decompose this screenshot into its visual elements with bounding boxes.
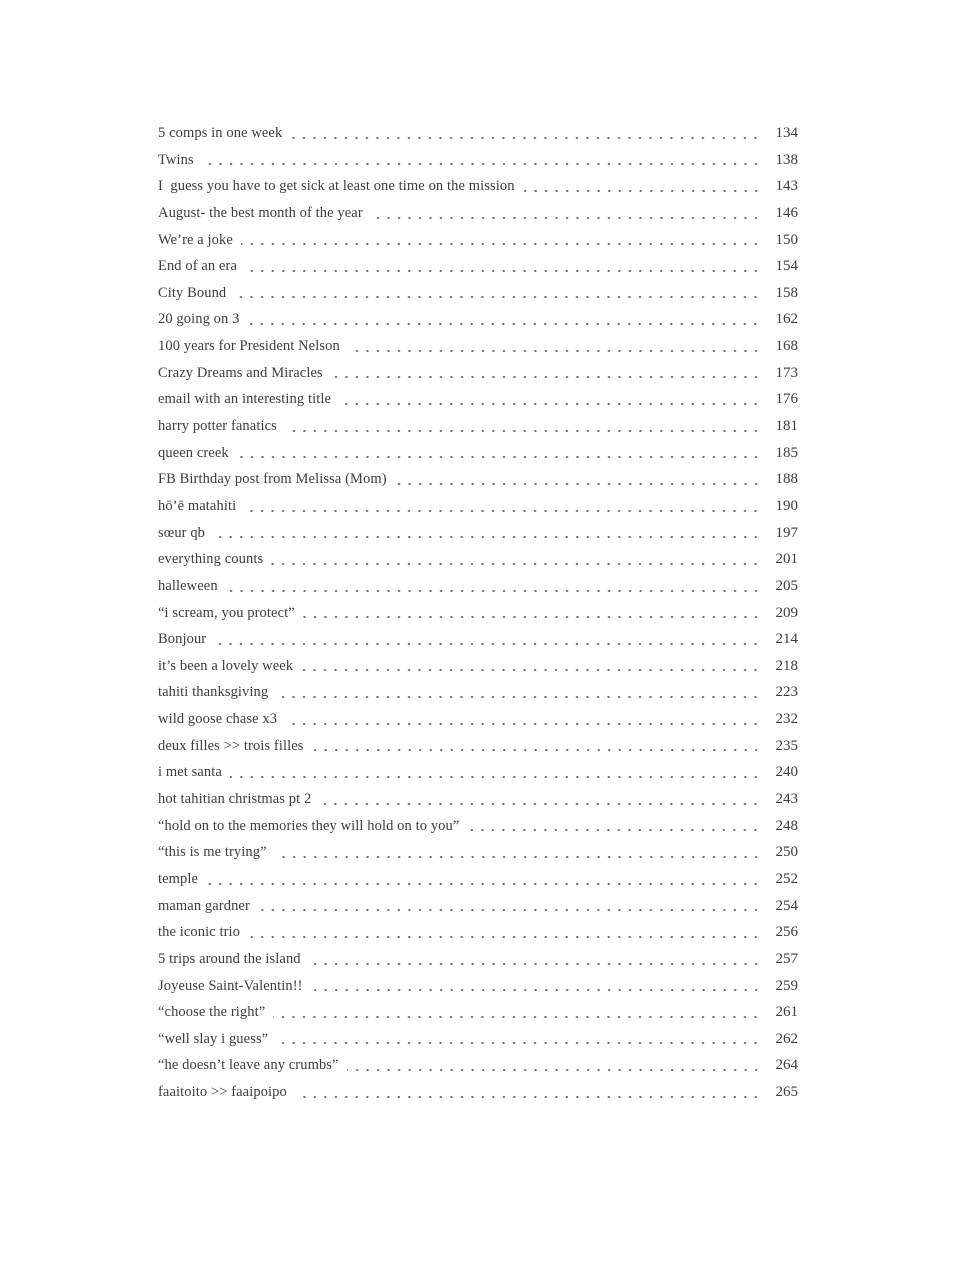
dot-leader [247, 306, 761, 333]
toc-entry-page: 262 [775, 1030, 798, 1047]
dot-leader [523, 173, 761, 200]
toc-entry [158, 466, 798, 493]
toc-entry-page: 257 [775, 950, 798, 967]
toc-entry-title: hō’ē matahiti [158, 497, 237, 514]
toc-entry [158, 573, 798, 600]
dot-leader [248, 919, 761, 946]
toc-entry [158, 866, 798, 893]
toc-entry-title: i met santa [158, 764, 222, 781]
toc-entry-title: “this is me trying” [158, 844, 267, 861]
toc-entry-page: 243 [775, 791, 798, 808]
toc-entry-title: hot tahitian christmas pt 2 [158, 791, 312, 808]
toc-entry-title: Bonjour [158, 631, 207, 648]
toc-entry-title: wild goose chase x3 [158, 711, 278, 728]
toc-entry [158, 653, 798, 680]
toc-entry-title: faaitoito >> faaipoipo [158, 1084, 287, 1101]
toc-entry-title: “he doesn’t leave any crumbs” [158, 1057, 339, 1074]
toc-entry-page: 223 [775, 684, 798, 701]
toc-entry [158, 306, 798, 333]
toc-entry-page: 162 [775, 311, 798, 328]
toc-entry [158, 253, 798, 280]
toc-entry [158, 1052, 798, 1079]
dot-leader [303, 600, 761, 627]
dot-leader [312, 733, 761, 760]
toc-entry-title: it’s been a lovely week [158, 657, 294, 674]
toc-entry-title: maman gardner [158, 897, 250, 914]
toc-entry [158, 600, 798, 627]
toc-entry-page: 259 [775, 977, 798, 994]
toc-entry [158, 227, 798, 254]
toc-entry-title: email with an interesting title [158, 391, 332, 408]
toc-entry-page: 265 [775, 1084, 798, 1101]
toc-entry-page: 256 [775, 924, 798, 941]
toc-entry-title: We’re a joke [158, 231, 233, 248]
dot-leader [309, 946, 761, 973]
toc-entry [158, 999, 798, 1026]
dot-leader [234, 280, 761, 307]
dot-leader [258, 893, 761, 920]
dot-leader [245, 253, 761, 280]
toc-entry [158, 706, 798, 733]
toc-entry-page: 209 [775, 604, 798, 621]
toc-entry-page: 248 [775, 817, 798, 834]
toc-entry-title: City Bound [158, 284, 227, 301]
toc-entry-title: “choose the right” [158, 1004, 266, 1021]
toc-entry [158, 173, 798, 200]
toc-entry-title: End of an era [158, 258, 237, 275]
toc-entry-page: 201 [775, 551, 798, 568]
toc-entry [158, 786, 798, 813]
dot-leader [319, 786, 761, 813]
dot-leader [230, 759, 761, 786]
dot-leader [244, 493, 761, 520]
toc-entry [158, 1079, 798, 1106]
toc-entry-title: tahiti thanksgiving [158, 684, 269, 701]
toc-list [158, 120, 798, 1106]
toc-entry-page: 134 [775, 125, 798, 141]
dot-leader [275, 839, 761, 866]
dot-leader [226, 573, 761, 600]
dot-leader [311, 973, 761, 1000]
dot-leader [301, 653, 761, 680]
toc-entry [158, 813, 798, 840]
toc-entry-title: sœur qb [158, 524, 206, 541]
toc-entry [158, 280, 798, 307]
toc-entry-title: 5 comps in one week [158, 125, 283, 141]
dot-leader [331, 360, 761, 387]
toc-entry [158, 147, 798, 174]
dot-leader [467, 813, 761, 840]
toc-entry-title: August- the best month of the year [158, 204, 363, 221]
toc-entry [158, 919, 798, 946]
toc-entry-title: Joyeuse Saint-Valentin!! [158, 977, 303, 994]
toc-entry-page: 261 [775, 1004, 798, 1021]
dot-leader [206, 866, 761, 893]
toc-entry-page: 250 [775, 844, 798, 861]
dot-leader [273, 999, 761, 1026]
toc-entry-page: 252 [775, 870, 798, 887]
toc-entry-title: 5 trips around the island [158, 950, 301, 967]
dot-leader [276, 679, 761, 706]
dot-leader [271, 546, 761, 573]
toc-entry-title: Twins [158, 151, 194, 168]
dot-leader [202, 147, 761, 174]
toc-entry-page: 197 [775, 524, 798, 541]
dot-leader [285, 706, 761, 733]
toc-entry-page: 173 [775, 364, 798, 381]
toc-entry-title: everything counts [158, 551, 264, 568]
toc-entry-title: the iconic trio [158, 924, 241, 941]
dot-leader [295, 1079, 761, 1106]
toc-entry-title: “i scream, you protect” [158, 604, 295, 621]
toc-entry-page: 264 [775, 1057, 798, 1074]
toc-entry [158, 546, 798, 573]
toc-entry [158, 839, 798, 866]
toc-entry [158, 386, 798, 413]
toc-entry-page: 146 [775, 204, 798, 221]
toc-entry-page: 188 [775, 471, 798, 488]
toc-entry-page: 185 [775, 444, 798, 461]
toc-entry-title: halleween [158, 577, 218, 594]
toc-entry-title: 20 going on 3 [158, 311, 240, 328]
toc-entry-title: “hold on to the memories they will hold on to you” [158, 817, 460, 834]
dot-leader [237, 440, 761, 467]
dot-leader [339, 386, 761, 413]
toc-entry [158, 946, 798, 973]
toc-entry-title: Crazy Dreams and Miracles [158, 364, 323, 381]
toc-entry [158, 893, 798, 920]
toc-entry-page: 240 [775, 764, 798, 781]
dot-leader [290, 120, 761, 147]
toc-entry-page: 181 [775, 418, 798, 435]
toc-entry-page: 150 [775, 231, 798, 248]
toc-entry-page: 254 [775, 897, 798, 914]
dot-leader [276, 1026, 761, 1053]
toc-entry-page: 138 [775, 151, 798, 168]
toc-entry-page: 218 [775, 657, 798, 674]
toc-entry [158, 679, 798, 706]
toc-entry-page: 232 [775, 711, 798, 728]
toc-entry [158, 626, 798, 653]
dot-leader [347, 1052, 761, 1079]
dot-leader [395, 466, 761, 493]
toc-entry-title: FB Birthday post from Melissa (Mom) [158, 471, 387, 488]
dot-leader [371, 200, 761, 227]
toc-entry [158, 413, 798, 440]
toc-entry [158, 759, 798, 786]
toc-entry [158, 733, 798, 760]
toc-entry [158, 440, 798, 467]
toc-entry [158, 333, 798, 360]
toc-entry-page: 214 [775, 631, 798, 648]
toc-entry-title: temple [158, 870, 199, 887]
toc-entry-title: deux filles >> trois filles [158, 737, 304, 754]
toc-entry-page: 154 [775, 258, 798, 275]
toc-entry-title: “well slay i guess” [158, 1030, 269, 1047]
toc-entry-page: 143 [775, 178, 798, 195]
dot-leader [214, 626, 761, 653]
toc-entry-page: 168 [775, 338, 798, 355]
toc-entry-title: 100 years for President Nelson [158, 338, 340, 355]
dot-leader [285, 413, 761, 440]
dot-leader [213, 520, 761, 547]
toc-entry [158, 973, 798, 1000]
toc-entry-title: queen creek [158, 444, 229, 461]
toc-entry-title: I guess you have to get sick at least one time on the mission [158, 178, 515, 195]
toc-entry-title: harry potter fanatics [158, 418, 277, 435]
toc-entry-page: 190 [775, 497, 798, 514]
toc-entry [158, 493, 798, 520]
toc-entry-page: 205 [775, 577, 798, 594]
toc-entry-page: 158 [775, 284, 798, 301]
toc-entry-page: 176 [775, 391, 798, 408]
toc-entry [158, 360, 798, 387]
toc-entry [158, 120, 798, 147]
dot-leader [348, 333, 761, 360]
toc-entry-page: 235 [775, 737, 798, 754]
toc-entry [158, 200, 798, 227]
toc-entry [158, 1026, 798, 1053]
dot-leader [241, 227, 761, 254]
toc-entry [158, 520, 798, 547]
